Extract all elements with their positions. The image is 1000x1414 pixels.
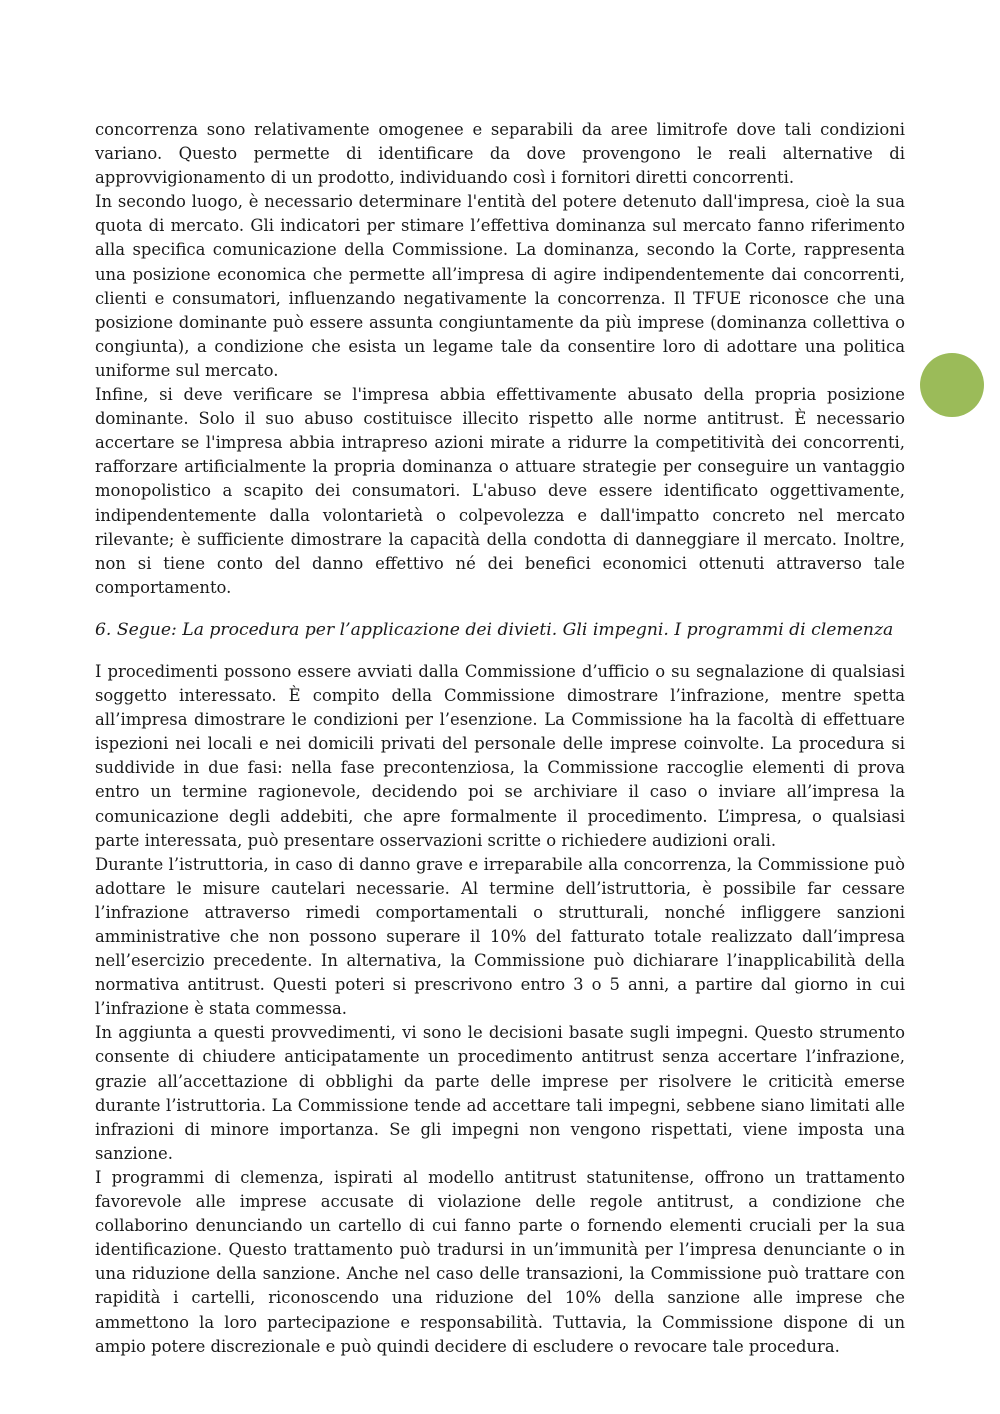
paragraph-commitments: In aggiunta a questi provvedimenti, vi sono le decisioni basate sugli impegni. Questo strumento consente di chiudere anticipatamente un procedimento antitrust senza accertare l’infrazione, grazie all’accettazione di obblighi da parte delle imprese per risolvere le criticità emerse durante l’istruttoria. La Commissione tende ad accettare tali impegni, sebbene siano limitati alle infrazioni di minore importanza. Se gli impegni non vengono rispettati, viene imposta una sanzione. — [95, 1023, 905, 1163]
paragraph-proceedings: I procedimenti possono essere avviati dalla Commissione d’ufficio o su segnalazione di qualsiasi soggetto interessato. È compito della Commissione dimostrare l’infrazione, mentre spetta all’impresa dimostrare le condizioni per l’esenzione. La Commissione ha la facoltà di effettuare ispezioni nei locali e nei domicili privati del personale delle imprese coinvolte. La procedura si suddivide in due fasi: nella fase precontenziosa, la Commissione raccoglie elementi di prova entro un termine ragionevole, decidendo poi se archiviare il caso o inviare all’impresa la comunicazione degli addebiti, che apre formalmente il procedimento. L’impresa, o qualsiasi parte interessata, può presentare osservazioni scritte o richiedere audizioni orali. — [95, 661, 905, 850]
paragraph-market-share: In secondo luogo, è necessario determinare l'entità del potere detenuto dall'impresa, cioè la sua quota di mercato. Gli indicatori per stimare l’effettiva dominanza sul mercato fanno riferimento alla specifica comunicazione della Commissione. La dominanza, secondo la Corte, rappresenta una posizione economica che permette all’impresa di agire indipendentemente dai concorrenti, clienti e consumatori, influenzando negativamente la concorrenza. Il TFUE riconosce che una posizione dominante può essere assunta congiuntamente da più imprese (dominanza collettiva o congiunta), a condizione che esista un legame tale da consentire loro di adottare una politica uniforme sul mercato. — [95, 192, 905, 380]
document-body — [95, 118, 905, 1359]
paragraph-investigation: Durante l’istruttoria, in caso di danno grave e irreparabile alla concorrenza, la Commissione può adottare le misure cautelari necessarie. Al termine dell’istruttoria, è possibile far cessare l’infrazione attraverso rimedi comportamentali o strutturali, nonché infliggere sanzioni amministrative che non possono superare il 10% del fatturato totale realizzato dall’impresa nell’esercizio precedente. In alternativa, la Commissione può dichiarare l’inapplicabilità della normativa antitrust. Questi poteri si prescrivono entro 3 o 5 anni, a partire dal giorno in cui l’infrazione è stata commessa. — [95, 854, 905, 1019]
paragraph-market-areas: concorrenza sono relativamente omogenee e separabili da aree limitrofe dove tali condizioni variano. Questo permette di identificare da dove provengono le reali alternative di approvvigionamento di un prodotto, individuando così i fornitori diretti concorrenti. — [95, 120, 905, 188]
paragraph-leniency: I programmi di clemenza, ispirati al modello antitrust statunitense, offrono un trattamento favorevole alle imprese accusate di violazione delle regole antitrust, a condizione che collaborino denunciando un cartello di cui fanno parte o fornendo elementi cruciali per la sua identificazione. Questo trattamento può tradursi in un’immunità per l’impresa denunciante o in una riduzione della sanzione. Anche nel caso delle transazioni, la Commissione può trattare con rapidità i cartelli, riconoscendo una riduzione del 10% della sanzione alle imprese che ammettono la loro partecipazione e responsabilità. Tuttavia, la Commissione dispone di un ampio potere discrezionale e può quindi decidere di escludere o revocare tale procedura. — [95, 1167, 905, 1356]
section-heading: 6. Segue: La procedura per l’applicazione dei divieti. Gli impegni. I programmi di clemenza — [95, 619, 894, 640]
paragraph-abuse: Infine, si deve verificare se l'impresa abbia effettivamente abusato della propria posizione dominante. Solo il suo abuso costituisce illecito rispetto alle norme antitrust. È necessario accertare se l'impresa abbia intrapreso azioni mirate a ridurre la competitività dei concorrenti, rafforzare artificialmente la propria dominanza o attuare strategie per conseguire un vantaggio monopolistico a scapito dei consumatori. L'abuso deve essere identificato oggettivamente, indipendentemente dalla volontarietà o colpevolezza e dall'impatto concreto nel mercato rilevante; è sufficiente dimostrare la capacità della condotta di danneggiare il mercato. Inoltre, non si tiene conto del danno effettivo né dei benefici economici ottenuti attraverso tale comportamento. — [95, 385, 905, 597]
green-circle-decoration — [920, 353, 984, 417]
